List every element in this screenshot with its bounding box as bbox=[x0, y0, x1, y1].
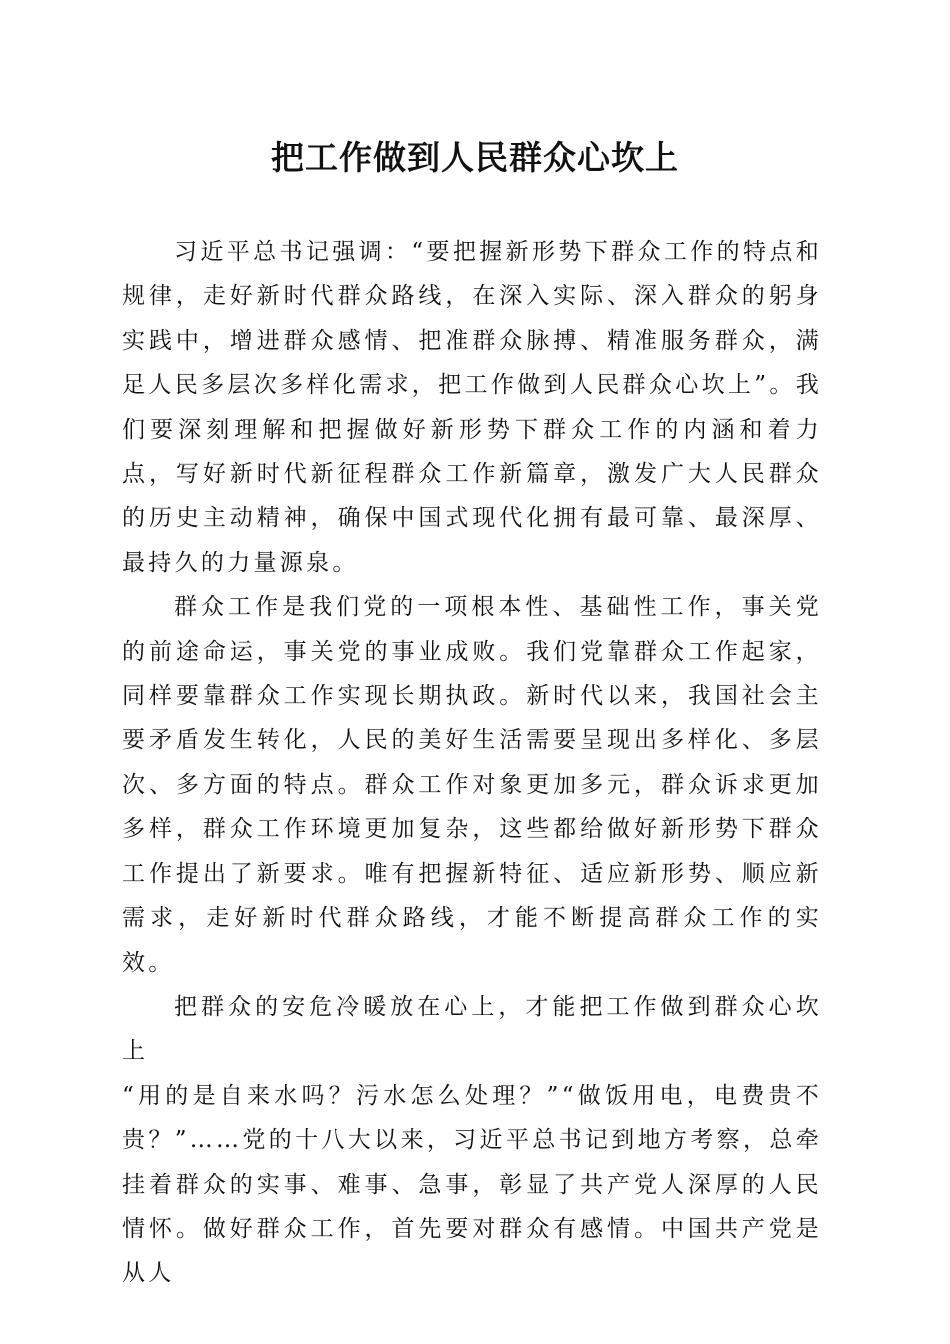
document-title: 把工作做到人民群众心坎上 bbox=[271, 138, 679, 177]
section-heading: 把群众的安危冷暖放在心上，才能把工作做到群众心坎上 bbox=[122, 993, 822, 1065]
paragraph-3: “用的是自来水吗？污水怎么处理？”“做饭用电，电费贵不贵？”……党的十八大以来，习近平总书记到地方考察，总牵挂着群众的实事、难事、急事，彰显了共产党人深厚的人民情怀。做好群众工作，首先要对群众有感情。中国共产党是从人 bbox=[122, 1082, 822, 1287]
document-body bbox=[122, 230, 822, 1296]
paragraph-2: 群众工作是我们党的一项根本性、基础性工作，事关党的前途命运，事关党的事业成败。我们党靠群众工作起家，同样要靠群众工作实现长期执政。新时代以来，我国社会主要矛盾发生转化，人民的美好生活需要呈现出多样化、多层次、多方面的特点。群众工作对象更加多元，群众诉求更加多样，群众工作环境更加复杂，这些都给做好新形势下群众工作提出了新要求。唯有把握新特征、适应新形势、顺应新需求，走好新时代群众路线，才能不断提高群众工作的实效。 bbox=[122, 594, 822, 976]
paragraph-1: 习近平总书记强调：“要把握新形势下群众工作的特点和规律，走好新时代群众路线，在深入实际、深入群众的躬身实践中，增进群众感情、把准群众脉搏、精准服务群众，满足人民多层次多样化需求，把工作做到人民群众心坎上”。我们要深刻理解和把握做好新形势下群众工作的内涵和着力点，写好新时代新征程群众工作新篇章，激发广大人民群众的历史主动精神，确保中国式现代化拥有最可靠、最深厚、最持久的力量源泉。 bbox=[122, 239, 822, 576]
